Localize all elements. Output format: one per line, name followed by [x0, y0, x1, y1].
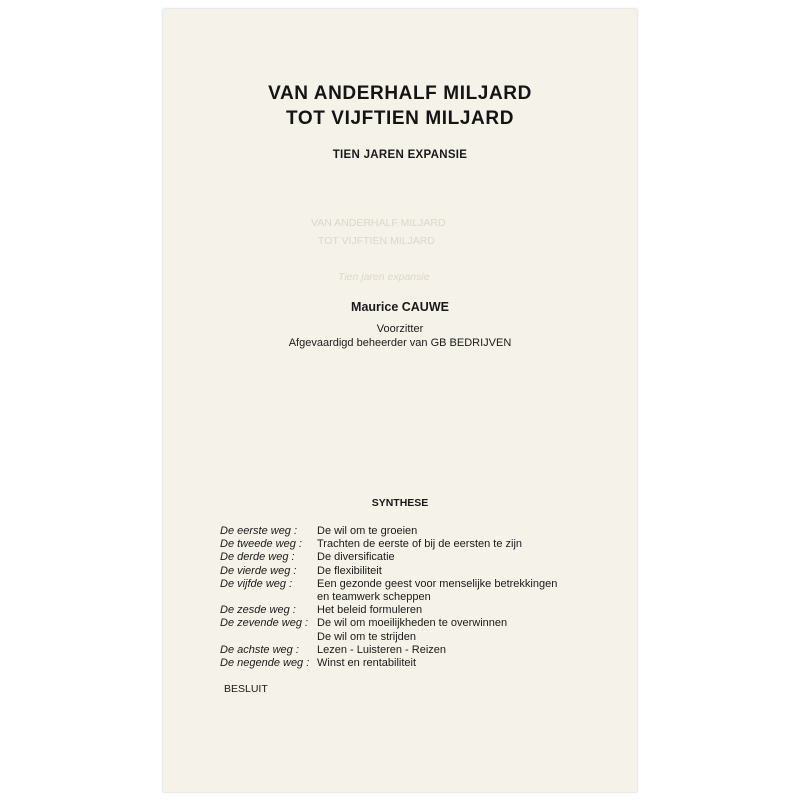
way-text: Winst en rentabiliteit — [317, 657, 417, 670]
conclusion-heading: BESLUIT — [224, 683, 268, 695]
author-position: Afgevaardigd beheerder van GB BEDRIJVEN — [288, 337, 512, 349]
way-label: De vijfde weg : — [220, 577, 293, 590]
way-text: Trachten de eerste of bij de eersten te zijn — [317, 538, 523, 551]
author-role: Voorzitter — [376, 323, 424, 335]
bleed-through-text: Tien jaren expansie — [338, 271, 430, 283]
list-item — [220, 617, 557, 643]
bleed-through-text: TOT VIJFTIEN MILJARD — [318, 235, 435, 247]
way-text: Een gezonde geest voor menselijke betrekkingen en teamwerk scheppen — [317, 577, 558, 604]
way-label: De vierde weg : — [220, 564, 297, 577]
author-name: Maurice CAUWE — [351, 300, 449, 314]
way-text: De wil om moeilijkheden te overwinnen De wil om te strijden — [317, 617, 508, 643]
ways-list — [220, 525, 557, 670]
list-item — [220, 578, 557, 604]
way-text: Het beleid formuleren — [317, 604, 423, 617]
way-label: De negende weg : — [220, 657, 310, 670]
way-text: Lezen - Luisteren - Reizen — [317, 643, 447, 656]
list-item — [220, 551, 557, 564]
way-label: De derde weg : — [220, 551, 295, 564]
title-line-2: TOT VIJFTIEN MILJARD — [285, 108, 515, 129]
list-item — [220, 644, 557, 657]
way-label: De tweede weg : — [220, 538, 302, 551]
list-item — [220, 565, 557, 578]
list-item — [220, 657, 557, 670]
title-line-1: VAN ANDERHALF MILJARD — [268, 83, 532, 104]
way-label: De eerste weg : — [220, 525, 298, 537]
subtitle: TIEN JAREN EXPANSIE — [332, 149, 468, 161]
list-item — [220, 538, 557, 551]
way-text: De diversificatie — [317, 551, 395, 564]
bleed-through-text: VAN ANDERHALF MILJARD — [311, 217, 446, 229]
way-text: De flexibiliteit — [317, 564, 382, 577]
synthesis-heading: SYNTHESE — [371, 497, 429, 509]
list-item — [220, 525, 557, 538]
document-page — [163, 9, 637, 792]
list-item — [220, 604, 557, 617]
way-label: De zevende weg : — [220, 617, 309, 630]
way-label: De achste weg : — [220, 643, 299, 656]
way-text: De wil om te groeien — [317, 525, 418, 537]
way-label: De zesde weg : — [220, 604, 296, 617]
